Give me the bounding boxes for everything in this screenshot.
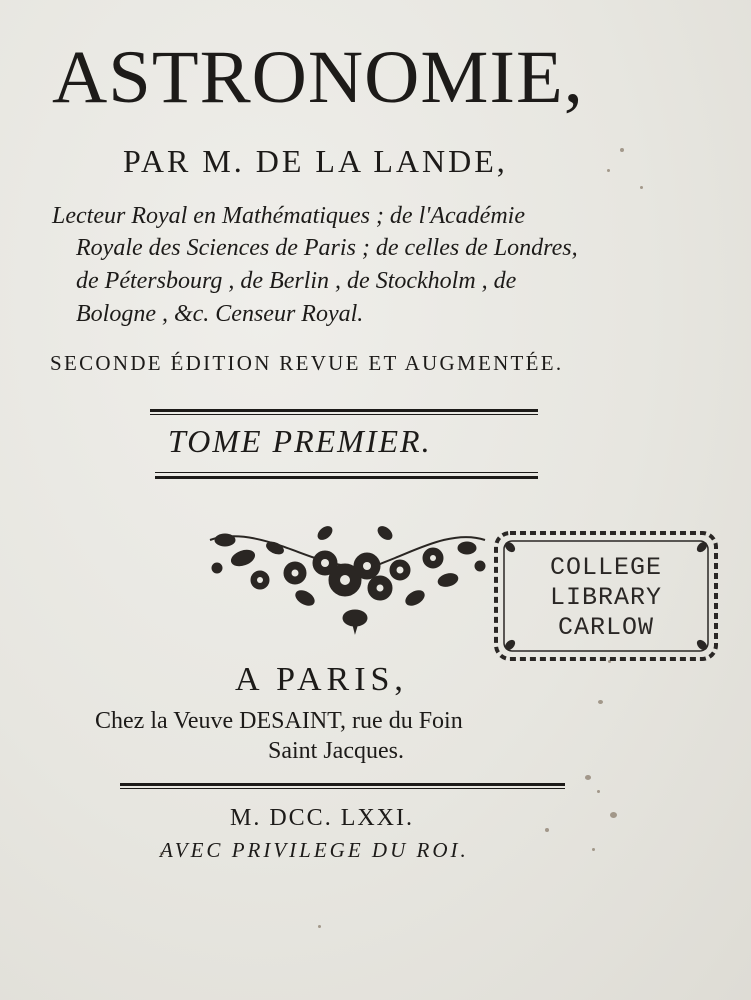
rule-top-thin: [150, 414, 538, 415]
credentials-line-4: Bologne , &c. Censeur Royal.: [76, 301, 364, 327]
privilege-line: AVEC PRIVILEGE DU ROI.: [160, 838, 469, 862]
edition-line: SECONDE ÉDITION REVUE ET AUGMENTÉE.: [50, 351, 564, 375]
foxing-spot: [610, 812, 617, 818]
publication-year: M. DCC. LXXI.: [230, 805, 415, 831]
foxing-spot: [585, 775, 591, 780]
foxing-spot: [318, 925, 321, 928]
foxing-spot: [597, 790, 600, 793]
rule-imprint: [120, 783, 565, 786]
stamp-line-1: COLLEGE: [549, 553, 663, 582]
foxing-spot: [598, 700, 603, 704]
foxing-spot: [640, 186, 643, 189]
rule-top: [150, 409, 538, 412]
rule-bottom: [155, 476, 538, 479]
imprint-place: A PARIS,: [235, 661, 408, 698]
library-stamp: [490, 527, 722, 665]
stamp-line-2: LIBRARY: [549, 583, 663, 612]
author-line: PAR M. DE LA LANDE,: [123, 143, 508, 179]
imprint-publisher-line-1: Chez la Veuve DESAINT, rue du Foin: [95, 708, 463, 734]
foxing-spot: [620, 148, 624, 152]
foxing-spot: [592, 848, 595, 851]
page-title: ASTRONOMIE,: [52, 36, 584, 119]
stamp-line-3: CARLOW: [557, 613, 654, 642]
floral-vignette-icon: [205, 518, 490, 636]
credentials-line-1: Lecteur Royal en Mathématiques ; de l'Académie: [52, 203, 525, 229]
volume-title: TOME PREMIER.: [168, 423, 432, 459]
credentials-line-2: Royale des Sciences de Paris ; de celles de Londres,: [76, 235, 578, 261]
rule-imprint-thin: [120, 788, 565, 789]
credentials-line-3: de Pétersbourg , de Berlin , de Stockholm , de: [76, 268, 517, 294]
imprint-publisher-line-2: Saint Jacques.: [268, 738, 404, 764]
foxing-spot: [607, 169, 610, 172]
foxing-spot: [545, 828, 549, 832]
rule-bottom-thin: [155, 472, 538, 473]
